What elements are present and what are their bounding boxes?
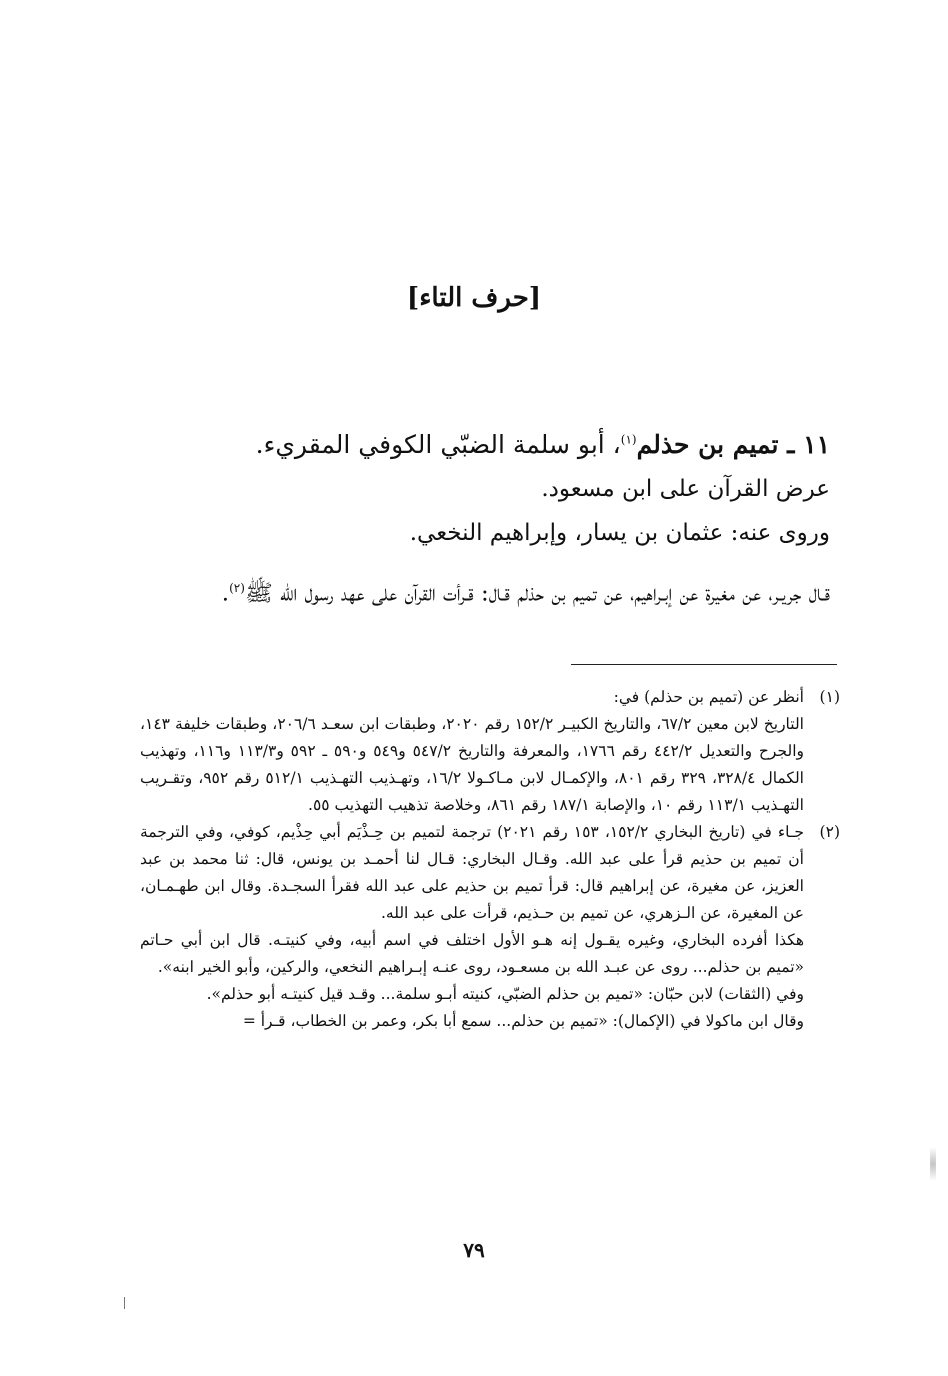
footnote-number: (١) (819, 688, 840, 706)
entry-line-2: وروى عنه: عثمان بن يسار، وإبراهيم النخعي. (409, 520, 830, 546)
footnotes (140, 684, 840, 1035)
footnote-paragraph: أنظر عن (تميم بن حذلم) في: (613, 688, 804, 706)
page-number: ٧٩ (463, 1238, 485, 1262)
footnote-2 (140, 819, 840, 1035)
footnote-paragraph: هكذا أفرده البخاري، وغيره يقـول إنه هـو الأول اختلف في اسم أبيه، وفي كنيتـه. قال ابن أبي حـاتم «تميم بن حذلم... روى عن عبـد الله بن مسعـود، روى عنـه إبـراهيم النخعي، والركين، وأبو الخير ابنه». (140, 931, 804, 976)
entry-title (140, 430, 830, 459)
scan-artifact (930, 1140, 936, 1188)
entry-paragraph-end: . (221, 580, 230, 607)
scan-artifact (124, 1297, 125, 1309)
footnote-1 (140, 684, 840, 819)
footnote-paragraph: التاريخ لابن معين ٦٧/٢، والتاريخ الكبيـر ١٥٢/٢ رقم ٢٠٢٠، وطبقات ابن سعـد ٢٠٦/٦، وطبقات خليفة ١٤٣، والجرح والتعديل ٤٤٢/٢ رقم ١٧٦٦، والمعرفة والتاريخ ٥٤٧/٢ و٥٤٩ و٥٩٠ ـ ٥٩٢ و١١٣/٣ و١١٦، وتهذيب الكمال ٣٢٨/٤، ٣٢٩ رقم ٨٠١، والإكمـال لابن مـاكـولا ١٦/٢، وتهـذيب التهـذيب ٥١٢/١ رقم ٩٥٢، وتقـريب التهـذيب ١١٣/١ رقم ١٠، والإصابة ١٨٧/١ رقم ٨٦١، وخلاصة تذهيب التهذيب ٥٥. (140, 715, 804, 814)
section-heading: [حرف التاء] (406, 283, 542, 313)
footnote-paragraph: وقال ابن ماكولا في (الإكمال): «تميم بن حذلم... سمع أبا بكر، وعمر بن الخطاب، قـرأ = (242, 1012, 804, 1030)
footnote-paragraph: وفي (الثقات) لابن حبّان: «تميم بن حذلم الضبّي، كنيته أبـو سلمة... وقـد قيل كنيتـه أبو حذلم». (206, 985, 804, 1003)
entry-number-name: ١١ ـ تميم بن حذلم (636, 430, 830, 459)
footnote-number: (٢) (819, 823, 840, 841)
footnote-paragraph: جـاء في (تاريخ البخاري ١٥٢/٢، ١٥٣ رقم ٢٠٢١) ترجمة لتميم بن حِـذْيَم أبي حِذْيم، كوفي، وفي الترجمة أن تميم بن حذيم قرأ على عبد الله. وقـال البخاري: قـال لنا أحمـد بن يونس، قال: ثنا محمد بن عبد العزيز، عن مغيرة، عن إبراهيم قال: قرأ تميم بن حذيم على عبد الله فقرأ السجـدة. وقال ابن طهـمـان، عن المغيرة، عن الـزهري، عن تميم بن حـذيم، قرأت على عبد الله. (140, 823, 804, 922)
entry-paragraph-text: قـال جريـر، عن مغيرة عن إبـراهيم، عن تميم بن حذلم قـال: قـرأت القرآن على عهد رسول الله ﷺ (244, 580, 830, 607)
footnote-ref-1: (١) (620, 432, 637, 447)
footnote-ref-2: (٢) (229, 581, 245, 595)
footnote-divider (571, 664, 837, 665)
entry-paragraph (140, 566, 830, 617)
entry-line-1: عرض القرآن على ابن مسعود. (541, 476, 830, 502)
entry-title-rest: ، أبو سلمة الضبّي الكوفي المقريء. (255, 430, 621, 459)
